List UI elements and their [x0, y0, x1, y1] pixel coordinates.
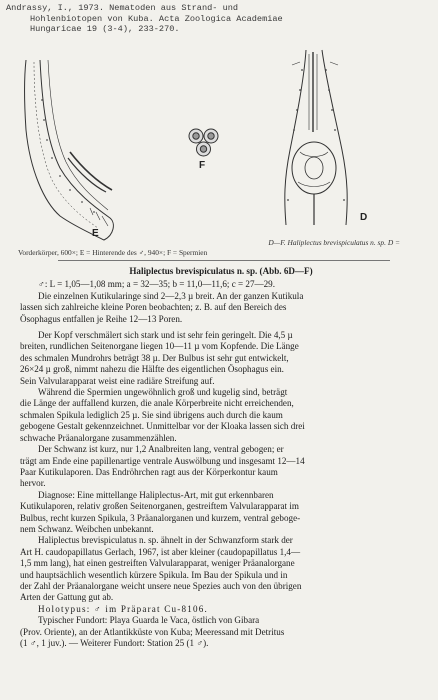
text-line: nem Schwanz. Weibchen unbekannt.: [20, 523, 154, 534]
text-line: schwache Präanalorgane zusammenzählen.: [20, 432, 177, 443]
figure-6: [0, 40, 438, 250]
text-line: und hauptsächlich wesentlich kürzere Spikula. Im Bau der Spikula und in: [20, 569, 288, 580]
text-line: der Zahl der Präanalorgane weicht unsere neue Spezies auch von den übrigen: [20, 580, 302, 591]
text-line: Kutikulaporen, relativ großen Seitenorganen, gestreiftem Valvularapparat im: [20, 501, 299, 512]
text-line: schmalen Spikula lediglich 25 µ. Sie sind übrigens auch durch die kaum: [20, 409, 283, 420]
panel-e-tail-drawing: [25, 60, 114, 240]
citation-line: Hohlenbiotopen von Kuba. Acta Zoologica Academiae: [30, 13, 283, 24]
text-line: (Prov. Oriente), an der Atlantikküste von Kuba; Meeressand mit Detritus: [20, 626, 285, 637]
typed-citation-header: [6, 3, 296, 35]
figure-caption: [18, 238, 428, 257]
text-line: ♂: L = 1,05—1,08 mm; a = 32—35; b = 11,0—11,6; c = 27—29.: [38, 279, 275, 290]
panel-f-sperm-drawing: [189, 129, 218, 156]
text-line: Ösophagus entfallen je Reihe 12—13 Poren.: [20, 313, 183, 324]
text-line: 1,5 mm lang), hat einen gestreiften Valvularapparat, weniger Präanalorgane: [20, 558, 295, 569]
text-line: Der Schwanz ist kurz, nur 1,2 Analbreiten lang, ventral gebogen; er: [38, 444, 284, 455]
text-line: Haliplectus brevispiculatus n. sp. ähnelt in der Schwanzform stark der: [38, 535, 293, 546]
text-line: Arten der Gattung gut ab.: [20, 592, 114, 603]
text-line: gebogene Gestalt gekennzeichnet. Unmittelbar vor der Kloaka lassen sich drei: [20, 421, 305, 432]
diagnosis-paragraph: [20, 490, 422, 536]
text-line: breiten, rundlichen Seitenorgane liegen 10—11 µ vom Kopfende. Die Länge: [20, 341, 299, 352]
text-line: 26×24 µ groß, nimmt nahezu die Hälfte des eigentlichen Ösophagus ein.: [20, 364, 284, 375]
text-line: Diagnose: Eine mittellange Haliplectus-Art, mit gut erkennbaren: [38, 489, 274, 500]
panel-label-d: D: [360, 212, 368, 223]
citation-line: Andrassy, I., 1973. Nematoden aus Strand- und: [6, 3, 239, 13]
spicule-paragraph: [20, 387, 422, 444]
text-line: lassen sich zahlreiche kleine Poren beobachten; z. B. auf den Bereich des: [20, 302, 287, 313]
text-line: die Länge der auffallend kurzen, die anale Körperbreite nicht erreichenden,: [20, 398, 294, 409]
text-line: Art H. caudopapillatus Gerlach, 1967, ist aber kleiner (caudopapillatus 1,4—: [20, 546, 301, 557]
text-line: Holotypus: ♂ im Präparat Cu-8106.: [38, 603, 208, 614]
head-description-paragraph: [20, 330, 422, 387]
text-line: Sein Valvularapparat weist eine radiäre Streifung auf.: [20, 375, 215, 386]
panel-label-e: E: [92, 228, 99, 239]
caption-line: D—F. Haliplectus brevispiculatus n. sp. D =: [268, 238, 400, 247]
text-line: Typischer Fundort: Playa Guarda le Vaca, östlich von Gibara: [38, 615, 260, 626]
text-line: Der Kopf verschmälert sich stark und ist sehr fein geringelt. Die 4,5 µ: [38, 330, 293, 341]
text-line: (1 ♂, 1 juv.). — Weiterer Fundort: Station 25 (1 ♂).: [20, 638, 209, 648]
text-line: des schmalen Mundrohrs beträgt 38 µ. Der Bulbus ist sehr gut entwickelt,: [20, 352, 289, 363]
measurements-paragraph: [20, 279, 422, 325]
text-line: Paar Kutikulaporen. Das Endröhrchen ragt aus der Körperkontur kaum: [20, 466, 278, 477]
text-line: Die einzelnen Kutikularinge sind 2—2,3 µ breit. An der ganzen Kutikula: [38, 290, 304, 301]
panel-label-f: F: [199, 160, 206, 171]
text-line: hervor.: [20, 478, 46, 489]
comparison-paragraph: [20, 535, 422, 603]
caption-line: Vorderkörper, 600×; E = Hinterende des ♂, 940×; F = Spermien: [18, 247, 208, 257]
caption-divider: [58, 260, 390, 261]
holotype-paragraph: [20, 604, 422, 615]
tail-paragraph: [20, 444, 422, 490]
figure-drawing: [0, 40, 438, 250]
text-line: Während die Spermien ungewöhnlich groß und kugelig sind, beträgt: [38, 387, 288, 398]
type-locality-paragraph: [20, 615, 422, 649]
species-heading: Haliplectus brevispiculatus n. sp. (Abb. 6D—F): [129, 266, 313, 276]
citation-line: Hungaricae 19 (3-4), 233-270.: [30, 24, 180, 34]
panel-d-anterior-drawing: [285, 50, 347, 225]
text-line: trägt am Ende eine papillenartige ventrale Auswölbung und insgesamt 12—14: [20, 455, 305, 466]
text-line: Bulbus, recht kurzen Spikula, 3 Präanalorganen und kurzem, ventral geboge-: [20, 512, 301, 523]
article-body: [20, 266, 422, 649]
